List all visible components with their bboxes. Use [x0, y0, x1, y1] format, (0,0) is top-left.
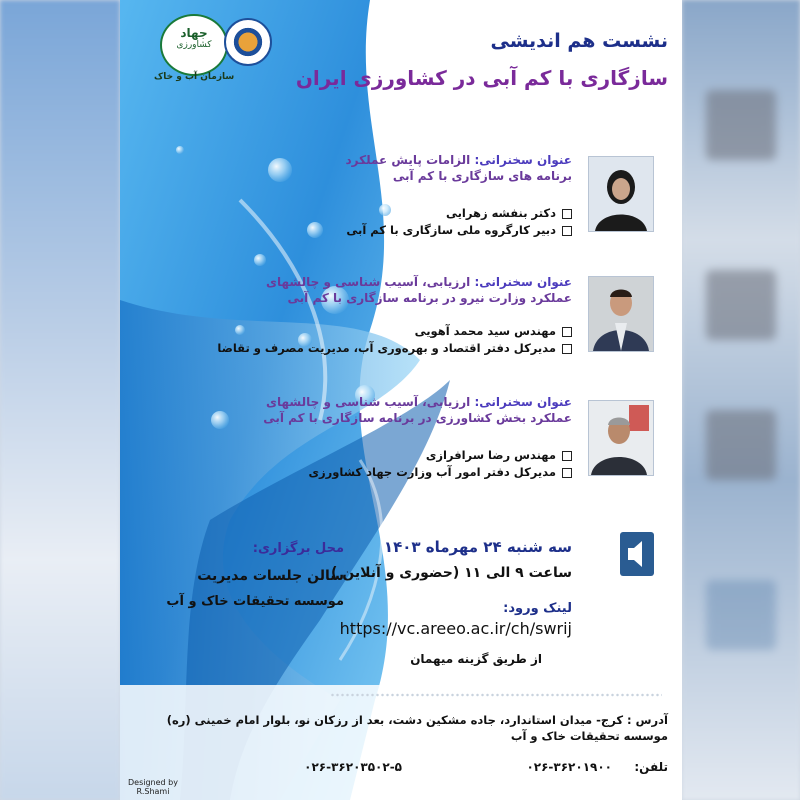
- guest-note: از طریق گزینه میهمان: [410, 652, 542, 666]
- blurred-photo: [706, 270, 776, 340]
- logo-text: جهاد: [180, 26, 208, 40]
- venue-institute: موسسه تحقیقات خاک و آب: [166, 594, 344, 609]
- blurred-photo: [706, 410, 776, 480]
- checkbox-icon: [562, 468, 572, 478]
- checkbox-icon: [562, 344, 572, 354]
- designer-credit-line: R.Shami: [136, 787, 170, 796]
- phone-label: تلفن:: [634, 760, 668, 774]
- designer-credit-line: Designed by: [128, 778, 178, 787]
- speaker-photo: [588, 276, 654, 352]
- venue-label: محل برگزاری:: [252, 541, 344, 556]
- event-poster: [120, 0, 682, 800]
- institute-emblem-logo: [224, 18, 272, 66]
- checkbox-icon: [562, 209, 572, 219]
- topic-text: ارزیابی، آسیب شناسی و چالشهای: [266, 395, 471, 409]
- topic-label: عنوان سخنرانی:: [474, 153, 572, 167]
- speaker-name: دکتر بنفشه زهرایی: [445, 206, 556, 220]
- event-time: ساعت ۹ الی ۱۱ (حضوری و آنلاین ): [331, 565, 572, 581]
- speaker-photo: [588, 400, 654, 476]
- speaker-name: مهندس سید محمد آهویی: [414, 324, 556, 338]
- speaker-name: مهندس رضا سرافرازی: [425, 448, 556, 462]
- logo-text: کشاورزی: [176, 40, 212, 50]
- checkbox-icon: [562, 451, 572, 461]
- event-subtitle: سازگاری با کم آبی در کشاورزی ایران: [295, 66, 668, 90]
- blurred-icon: [706, 580, 776, 650]
- designer-credit: [128, 778, 178, 796]
- speaker-role: مدیرکل دفتر امور آب وزارت جهاد کشاورزی: [308, 465, 556, 479]
- speaker-role: مدیرکل دفتر اقتصاد و بهره‌وری آب، مدیریت مصرف و تقاضا: [217, 341, 556, 355]
- topic-text: عملکرد وزارت نیرو در برنامه سازگاری با کم آبی: [287, 291, 572, 305]
- speaker-card: [120, 150, 682, 270]
- topic-label: عنوان سخنرانی:: [474, 275, 572, 289]
- logo-caption: سازمان آب و خاک: [154, 72, 235, 82]
- speaker-role: دبیر کارگروه ملی سازگاری با کم آبی: [346, 223, 556, 237]
- meeting-link[interactable]: https://vc.areeo.ac.ir/ch/swrij: [339, 619, 572, 638]
- speaker-photo: [588, 156, 654, 232]
- checkbox-icon: [562, 226, 572, 236]
- blurred-photo: [706, 90, 776, 160]
- dotted-divider: [330, 693, 662, 697]
- topic-text: الزامات پایش عملکرد: [345, 153, 471, 167]
- speaker-sound-icon: [620, 532, 654, 576]
- checkbox-icon: [562, 327, 572, 337]
- topic-text: ارزیابی، آسیب شناسی و چالشهای: [266, 275, 471, 289]
- topic-label: عنوان سخنرانی:: [474, 395, 572, 409]
- event-date: سه شنبه ۲۴ مهرماه ۱۴۰۳: [383, 538, 572, 556]
- address-line: موسسه تحقیقات خاک و آب: [510, 729, 668, 743]
- speaker-card: [120, 392, 682, 512]
- phone-number: ۰۲۶-۳۶۲۰۱۹۰۰: [526, 760, 612, 774]
- venue-hall: سالن جلسات مدیریت: [197, 568, 344, 584]
- event-title: نشست هم اندیشی: [490, 30, 668, 52]
- topic-text: برنامه های سازگاری با کم آبی: [392, 169, 572, 183]
- jihad-agriculture-logo: [160, 14, 228, 76]
- address-line: آدرس : کرج- میدان استاندارد، جاده مشکین دشت، بعد از رزکان نو، بلوار امام خمینی (ره): [166, 713, 668, 727]
- link-label: لینک ورود:: [503, 601, 572, 616]
- blurred-background-left: [0, 0, 120, 800]
- address: [148, 712, 668, 744]
- topic-text: عملکرد بخش کشاورزی در برنامه سازگاری با کم آبی: [263, 411, 572, 425]
- blurred-background-right: [682, 0, 800, 800]
- speaker-card: [120, 272, 682, 392]
- phone-number: ۰۲۶-۳۶۲۰۳۵۰۲-۵: [304, 760, 402, 774]
